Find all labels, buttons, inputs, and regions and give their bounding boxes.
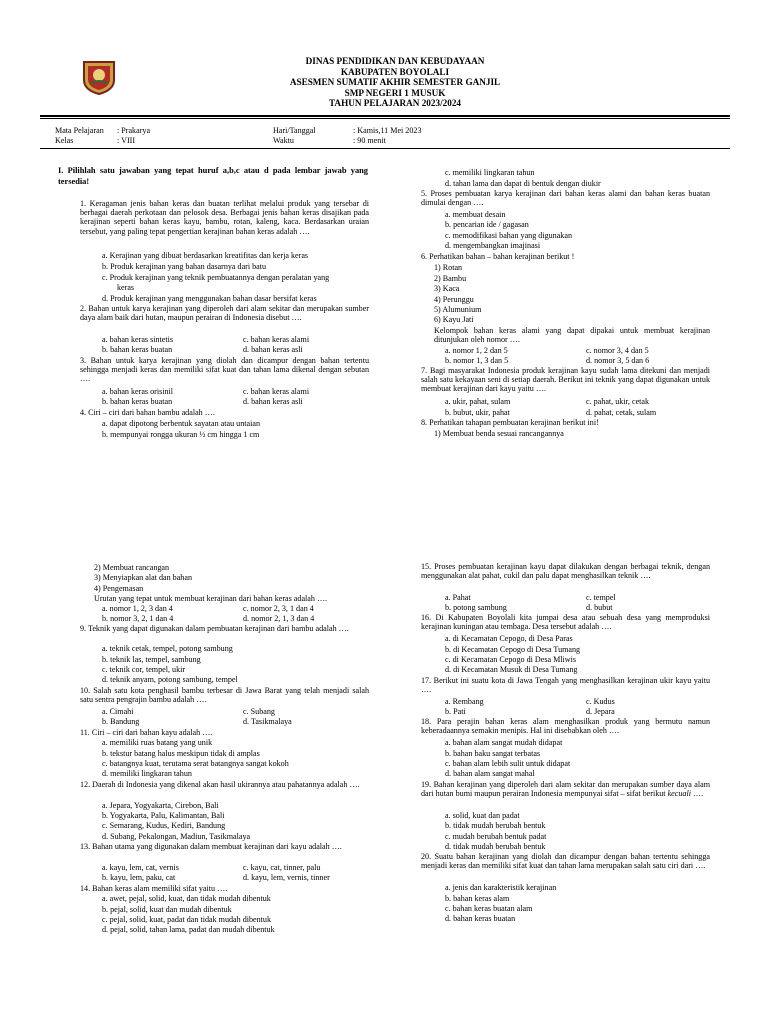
- q10-option-b: b. Bandung: [102, 717, 140, 726]
- q6-item-2: 2) Bambu: [434, 274, 467, 283]
- q7-option-a: a. ukir, pahat, sulam: [445, 397, 511, 406]
- q13-option-b: b. kayu, lem, paku, cat: [102, 873, 176, 882]
- q5-option-c: c. memodifikasi bahan yang digunakan: [445, 231, 572, 240]
- instruction: I. Pilihlah satu jawaban yang tepat huruf a,b,c atau d pada lembar jawab yang tersedia!: [58, 166, 368, 186]
- question-6: 6. Perhatikan bahan – bahan kerajinan berikut !: [421, 252, 575, 261]
- q19-text: 19. Bahan kerajinan yang diperoleh dari alam sekitar dan merupakan sumber daya alam dari hutan bumi maupun perairan Indonesia mempunyai sifat – sifat berikut: [421, 780, 710, 799]
- header-line-4: SMP NEGERI 1 MUSUK: [344, 87, 446, 98]
- q12-option-c: c. Semarang, Kudus, Kediri, Bandung: [102, 821, 226, 830]
- q6-option-a: a. nomor 1, 2 dan 5: [445, 346, 508, 355]
- q13-option-d: d. kayu, lem, vernis, tinner: [243, 873, 330, 882]
- question-8: 8. Perhatikan tahapan pembuatan kerajinan berikut ini!: [421, 418, 599, 427]
- q20-option-d: d. bahan keras buatan: [445, 914, 516, 923]
- q6-item-6: 6) Kayu Jati: [434, 315, 474, 324]
- q17-option-c: c. Kudus: [586, 697, 615, 706]
- q19-exception: kecuali: [667, 789, 691, 799]
- q2-option-c: c. bahan keras alami: [243, 335, 310, 344]
- question-17: 17. Berikut ini suatu kota di Jawa Tengah yang menghasilkan kerajinan ukir kayu yaitu ….: [421, 676, 710, 695]
- q6-option-c: c. nomor 3, 4 dan 5: [586, 346, 649, 355]
- q5-option-d: d. mengembangkan imajinasi: [445, 241, 541, 250]
- q4-option-a: a. dapat dipotong berbentuk sayatan atau untaian: [102, 419, 260, 428]
- q18-option-c: c. bahan alam lebih sulit untuk didapat: [445, 759, 571, 768]
- q19-option-c: c. mudah berubah bentuk padat: [445, 832, 547, 841]
- q18-option-d: d. bahan alam sangat mahal: [445, 769, 535, 778]
- q15-option-d: d. bubut: [586, 603, 613, 612]
- q13-option-c: c. kayu, cat, tinner, palu: [243, 863, 321, 872]
- question-10: 10. Salah satu kota penghasil bambu terbesar di Jawa Barat yang telah menjadi salah satu sentra pengrajin bambu adalah ….: [80, 686, 369, 705]
- q11-option-a: a. memiliki ruas batang yang unik: [102, 738, 213, 747]
- question-16: 16. Di Kabupaten Boyolali kita jumpai desa atau sebuah desa yang memproduksi kerajinan kuningan atau tembaga. Desa tersebut adalah ….: [421, 613, 710, 632]
- day-value: : Kamis,11 Mei 2023: [353, 126, 422, 135]
- q3-option-d: d. bahan keras asli: [243, 397, 303, 406]
- q11-option-c: c. batangnya kuat, terutama serat batangnya sangat kokoh: [102, 759, 289, 768]
- q15-option-b: b. potong sambung: [445, 603, 507, 612]
- q8-option-b: b. nomor 3, 2, 1 dan 4: [102, 614, 174, 623]
- q6-item-4: 4) Perunggu: [434, 295, 474, 304]
- question-11: 11. Ciri – ciri dari bahan kayu adalah ….: [80, 728, 213, 737]
- question-1: 1. Keragaman jenis bahan keras dan buatan terlihat melalui produk yang tersebar di berbagai daerah perkotaan dan pelosok desa. Berbagai jenis bahan keras disajikan pada kerajinan seperti bahan keras kayu, bambu, rotan, kaleng, kaca. Berdasarkan uraian tersebut, yang paling tepat pengertian kerajinan bahan keras adalah ….: [80, 199, 369, 236]
- q19-option-a: a. solid, kuat dan padat: [445, 811, 520, 820]
- q11-option-d: d. memiliki lingkaran tahun: [102, 769, 192, 778]
- q10-option-a: a. Cimahi: [102, 707, 134, 716]
- q1-option-c-cont: keras: [117, 283, 135, 292]
- q6-item-1: 1) Rotan: [434, 263, 463, 272]
- question-12: 12. Daerah di Indonesia yang dikenal akan hasil ukirannya atau pahatannya adalah ….: [80, 780, 360, 789]
- q20-option-a: a. jenis dan karakteristik kerajinan: [445, 883, 557, 892]
- class-label: Kelas: [55, 136, 74, 145]
- q10-option-d: d. Tasikmalaya: [243, 717, 292, 726]
- header-rule-thick: [40, 115, 730, 117]
- q5-option-b: b. pencarian ide / gagasan: [445, 220, 529, 229]
- question-2: 2. Bahan untuk karya kerajinan yang diperoleh dari alam sekitar dan merupakan sumber daya alam baik dari hutan, maupun perairan di Indonesia disebut ….: [80, 304, 369, 323]
- q16-option-c: c. di Kecamatan Cepogo di Desa Mliwis: [445, 655, 577, 664]
- q9-option-c: c. teknik cor, tempel, ukir: [102, 665, 186, 674]
- q17-option-d: d. Jepara: [586, 707, 615, 716]
- q4-option-c: c. memiliki lingkaran tahun: [445, 168, 535, 177]
- question-7: 7. Bagi masyarakat Indonesia produk kerajinan kayu sudah lama ditekuni dan menjadi salah satu kekayaan seni di setiap daerah. Berikut ini teknik yang dapat digunakan untuk membuat kerajinan dari kayu yaitu ….: [421, 366, 710, 394]
- day-label: Hari/Tanggal: [273, 126, 316, 135]
- q3-option-b: b. bahan keras buatan: [102, 397, 173, 406]
- class-value: : VIII: [117, 136, 136, 145]
- q19-text-end: ….: [690, 789, 704, 799]
- subject-label: Mata Pelajaran: [55, 126, 104, 135]
- q10-option-c: c. Subang: [243, 707, 275, 716]
- q17-option-a: a. Rembang: [445, 697, 484, 706]
- q8-option-a: a. nomor 1, 2, 3 dan 4: [102, 604, 173, 613]
- q18-option-a: a. bahan alam sangat mudah didapat: [445, 738, 563, 747]
- q6-option-b: b. nomor 1, 3 dan 5: [445, 356, 509, 365]
- q2-option-a: a. bahan keras sintetis: [102, 335, 174, 344]
- question-19: [421, 780, 710, 798]
- q1-option-d: d. Produk kerajinan yang menggunakan bahan dasar bersifat keras: [102, 294, 317, 303]
- q5-option-a: a. membuat desain: [445, 210, 506, 219]
- question-20: 20. Suatu bahan kerajinan yang diolah dan dicampur dengan bahan tertentu sehingga menjadi keras dan memiliki sifat kuat dan tahan lama merupakan salah satu ciri dari ….: [421, 852, 710, 871]
- q7-option-c: c. pahat, ukir, cetak: [586, 397, 650, 406]
- q20-option-c: c. bahan keras buatan alam: [445, 904, 533, 913]
- q3-option-a: a. bahan keras orisinil: [102, 387, 174, 396]
- q20-option-b: b. bahan keras alam: [445, 894, 510, 903]
- q2-option-b: b. bahan keras buatan: [102, 345, 173, 354]
- q8-stem: Urutan yang tepat untuk membuat kerajinan dari bahan keras adalah ….: [94, 594, 328, 603]
- header-line-5: TAHUN PELAJARAN 2023/2024: [328, 98, 462, 108]
- q12-option-b: b. Yogyakarta, Palu, Kalimantan, Bali: [102, 811, 225, 820]
- q19-option-d: d. tidak mudah berubah bentuk: [445, 842, 546, 851]
- q2-option-d: d. bahan keras asli: [243, 345, 303, 354]
- question-14: 14. Bahan keras alam memiliki sifat yaitu ….: [80, 884, 228, 893]
- q7-option-d: d. pahat, cetak, sulam: [586, 408, 657, 417]
- q14-option-a: a. awet, pejal, solid, kuat, dan tidak mudah dibentuk: [102, 894, 271, 903]
- header-line-3: ASESMEN SUMATIF AKHIR SEMESTER GANJIL: [289, 77, 501, 87]
- q16-option-d: d. di Kecamatan Musuk di Desa Tumang: [445, 665, 578, 674]
- q8-item-3: 3) Menyiapkan alat dan bahan: [94, 573, 192, 582]
- q6-item-5: 5) Alumunium: [434, 305, 482, 314]
- q8-item-4: 4) Pengemasan: [94, 584, 144, 593]
- q9-option-a: a. teknik cetak, tempel, potong sambung: [102, 644, 233, 653]
- question-3: 3. Bahan untuk karya kerajinan yang diolah dan dicampur dengan bahan tertentu sehingga menjadi keras dan memiliki sifat kuat dan tahan lama dikenal dengan sebutan ….: [80, 356, 369, 384]
- question-5: 5. Proses pembuatan karya kerajinan dari bahan keras alami dan bahan keras buatan dimulai dengan ….: [421, 189, 710, 208]
- q14-option-b: b. pejal, solid, kuat dan mudah dibentuk: [102, 905, 232, 914]
- question-9: 9. Teknik yang dapat digunakan dalam pembuatan kerajinan dari bambu adalah ….: [80, 624, 349, 633]
- document-header: [230, 56, 560, 109]
- question-4: 4. Ciri – ciri dari bahan bambu adalah ….: [80, 408, 215, 417]
- q8-option-c: c. nomor 2, 3, 1 dan 4: [243, 604, 314, 613]
- q16-option-a: a. di Kecamatan Cepogo, di Desa Paras: [445, 634, 573, 643]
- q12-option-a: a. Jepara, Yogyakarta, Cirebon, Bali: [102, 801, 219, 810]
- question-18: 18. Para perajin bahan keras alam menghasilkan produk yang bermutu namun keberadaannya semakin menipis. Hal ini disebabkan oleh ….: [421, 717, 710, 736]
- q7-option-b: b. bubut, ukir, pahat: [445, 408, 510, 417]
- subject-value: : Prakarya: [117, 126, 151, 135]
- q3-option-c: c. bahan keras alami: [243, 387, 310, 396]
- question-15: 15. Proses pembuatan kerajinan kayu dapat dilakukan dengan berbagai teknik, dengan menggunakan alat pahat, cukil dan palu dapat menghasilkan teknik ….: [421, 562, 710, 581]
- q18-option-b: b. bahan baku sangat terbatas: [445, 749, 541, 758]
- q4-option-b: b. mempunyai rongga ukuran ½ cm hingga 1 cm: [102, 430, 260, 439]
- q8-option-d: d. nomor 2, 1, 3 dan 4: [243, 614, 315, 623]
- header-line-2: KABUPATEN BOYOLALI: [340, 66, 450, 77]
- q1-option-c: c. Produk kerajinan yang teknik pembuatannya dengan peralatan yang: [102, 273, 330, 282]
- district-logo: [80, 58, 118, 96]
- q13-option-a: a. kayu, lem, cat, vernis: [102, 863, 179, 872]
- q8-item-2: 2) Membuat rancangan: [94, 563, 170, 572]
- header-rule-thin: [40, 118, 730, 119]
- q1-option-a: a. Kerajinan yang dibuat berdasarkan kreatifitas dan kerja keras: [102, 251, 309, 260]
- q15-option-c: c. tempel: [586, 593, 616, 602]
- q8-item-1: 1) Membuat benda sesuai rancangannya: [434, 429, 564, 438]
- q17-option-b: b. Pati: [445, 707, 466, 716]
- q15-option-a: a. Pahat: [445, 593, 471, 602]
- q9-option-d: d. teknik anyam, potong sambung, tempel: [102, 675, 238, 684]
- q16-option-b: b. di Kecamatan Cepogo di Desa Tumang: [445, 645, 581, 654]
- q12-option-d: d. Subang, Pekalongan, Madiun, Tasikmalaya: [102, 832, 251, 841]
- q14-option-c: c. pejal, solid, kuat, padat dan tidak mudah dibentuk: [102, 915, 272, 924]
- time-value: : 90 menit: [353, 136, 386, 145]
- q9-option-b: b. teknik las, tempel, sambung: [102, 655, 201, 664]
- q1-option-b: b. Produk kerajinan yang bahan dasarnya dari batu: [102, 262, 267, 271]
- q11-option-b: b. tekstur batang halus meskipun tidak di amplas: [102, 749, 260, 758]
- q6-item-3: 3) Kaca: [434, 284, 460, 293]
- q4-option-d: d. tahan lama dan dapat di bentuk dengan diukir: [445, 179, 601, 188]
- q14-option-d: d. pejal, solid, tahan lama, padat dan mudah dibentuk: [102, 925, 275, 934]
- header-line-1: DINAS PENDIDIKAN DAN KEBUDAYAAN: [305, 56, 485, 66]
- info-rule: [40, 148, 730, 149]
- time-label: Waktu: [273, 136, 294, 145]
- q6-option-d: d. nomor 3, 5 dan 6: [586, 356, 650, 365]
- q6-stem: Kelompok bahan keras alami yang dapat dipakai untuk membuat kerajinan ditunjukan oleh nomor ….: [434, 326, 710, 345]
- question-13: 13. Bahan utama yang digunakan dalam membuat kerajinan dari kayu adalah ….: [80, 842, 342, 851]
- q19-option-b: b. tidak mudah berubah bentuk: [445, 821, 546, 830]
